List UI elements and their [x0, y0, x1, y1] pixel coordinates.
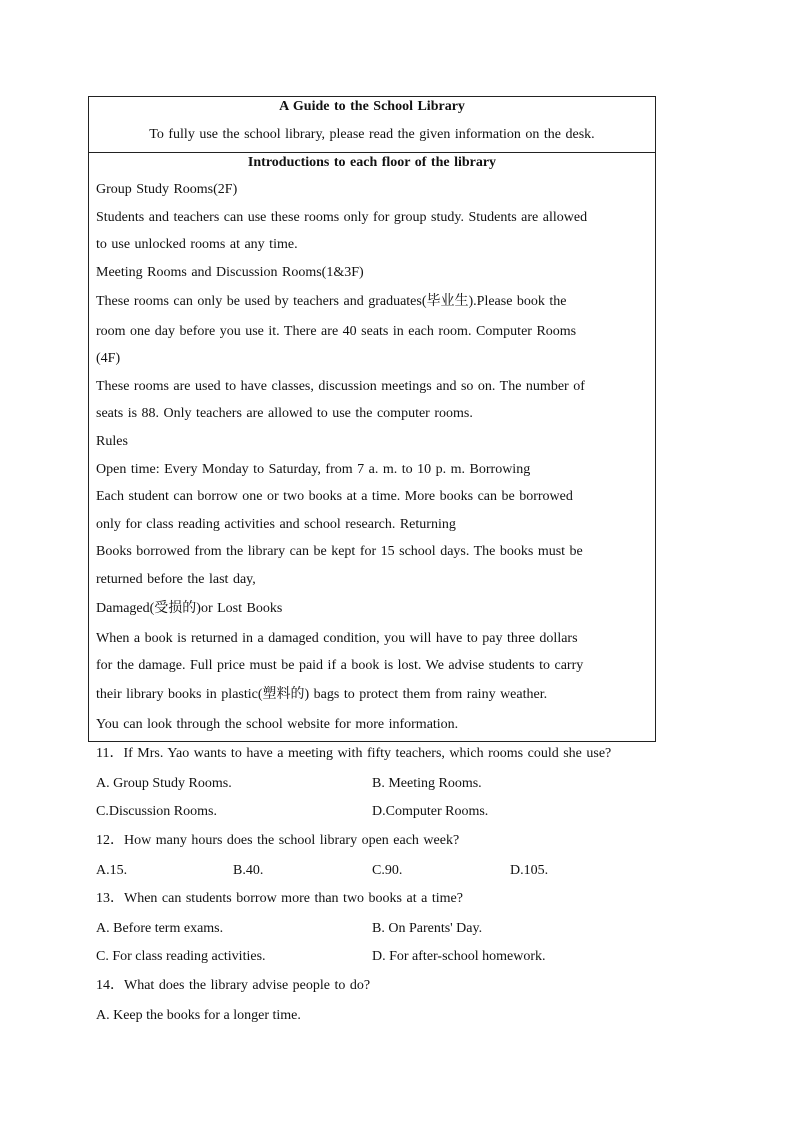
- question-11-option-d: D.Computer Rooms.: [372, 804, 489, 819]
- question-11-option-a: A. Group Study Rooms.: [96, 776, 232, 791]
- guide-line: Rules: [96, 434, 128, 449]
- guide-line: When a book is returned in a damaged condition, you will have to pay three dollars: [96, 631, 578, 646]
- question-11-option-c: C.Discussion Rooms.: [96, 804, 217, 819]
- guide-line: seats is 88. Only teachers are allowed to use the computer rooms.: [96, 406, 473, 421]
- guide-line: room one day before you use it. There are 40 seats in each room. Computer Rooms: [96, 324, 577, 339]
- guide-divider: [88, 152, 656, 153]
- question-12-option-b: B.40.: [233, 863, 264, 878]
- guide-line: Open time: Every Monday to Saturday, from 7 a. m. to 10 p. m. Borrowing: [96, 462, 531, 477]
- guide-line: Books borrowed from the library can be kept for 15 school days. The books must be: [96, 544, 583, 559]
- guide-line: to use unlocked rooms at any time.: [96, 237, 298, 252]
- guide-title: A Guide to the School Library: [279, 99, 465, 114]
- guide-line: These rooms can only be used by teachers and graduates(毕业生).Please book the: [96, 294, 567, 309]
- question-13-stem: 13．When can students borrow more than two books at a time?: [96, 891, 463, 906]
- question-13-option-a: A. Before term exams.: [96, 921, 224, 936]
- guide-line: These rooms are used to have classes, discussion meetings and so on. The number of: [96, 379, 585, 394]
- guide-line: Damaged(受损的)or Lost Books: [96, 601, 283, 616]
- question-13-option-b: B. On Parents' Day.: [372, 921, 483, 936]
- question-11-option-b: B. Meeting Rooms.: [372, 776, 482, 791]
- question-12-option-d: D.105.: [510, 863, 549, 878]
- guide-line: Meeting Rooms and Discussion Rooms(1&3F): [96, 265, 364, 280]
- guide-line: (4F): [96, 351, 121, 366]
- question-11-stem: 11．If Mrs. Yao wants to have a meeting with fifty teachers, which rooms could she use?: [96, 746, 612, 761]
- question-13-option-c: C. For class reading activities.: [96, 949, 266, 964]
- question-12-stem: 12．How many hours does the school library open each week?: [96, 833, 460, 848]
- question-13-option-d: D. For after-school homework.: [372, 949, 546, 964]
- guide-line: You can look through the school website for more information.: [96, 717, 459, 732]
- guide-line: returned before the last day,: [96, 572, 256, 587]
- guide-line: Group Study Rooms(2F): [96, 182, 238, 197]
- question-14-stem: 14．What does the library advise people to do?: [96, 978, 371, 993]
- section-title: Introductions to each floor of the library: [247, 155, 497, 170]
- question-12-option-a: A.15.: [96, 863, 128, 878]
- guide-line: only for class reading activities and school research. Returning: [96, 517, 456, 532]
- guide-line: their library books in plastic(塑料的) bags to protect them from rainy weather.: [96, 687, 548, 702]
- question-14-option-a: A. Keep the books for a longer time.: [96, 1008, 301, 1023]
- guide-line: for the damage. Full price must be paid if a book is lost. We advise students to carry: [96, 658, 584, 673]
- guide-line: Each student can borrow one or two books at a time. More books can be borrowed: [96, 489, 573, 504]
- question-12-option-c: C.90.: [372, 863, 403, 878]
- guide-line: Students and teachers can use these rooms only for group study. Students are allowed: [96, 210, 588, 225]
- guide-subtitle: To fully use the school library, please read the given information on the desk.: [149, 127, 595, 142]
